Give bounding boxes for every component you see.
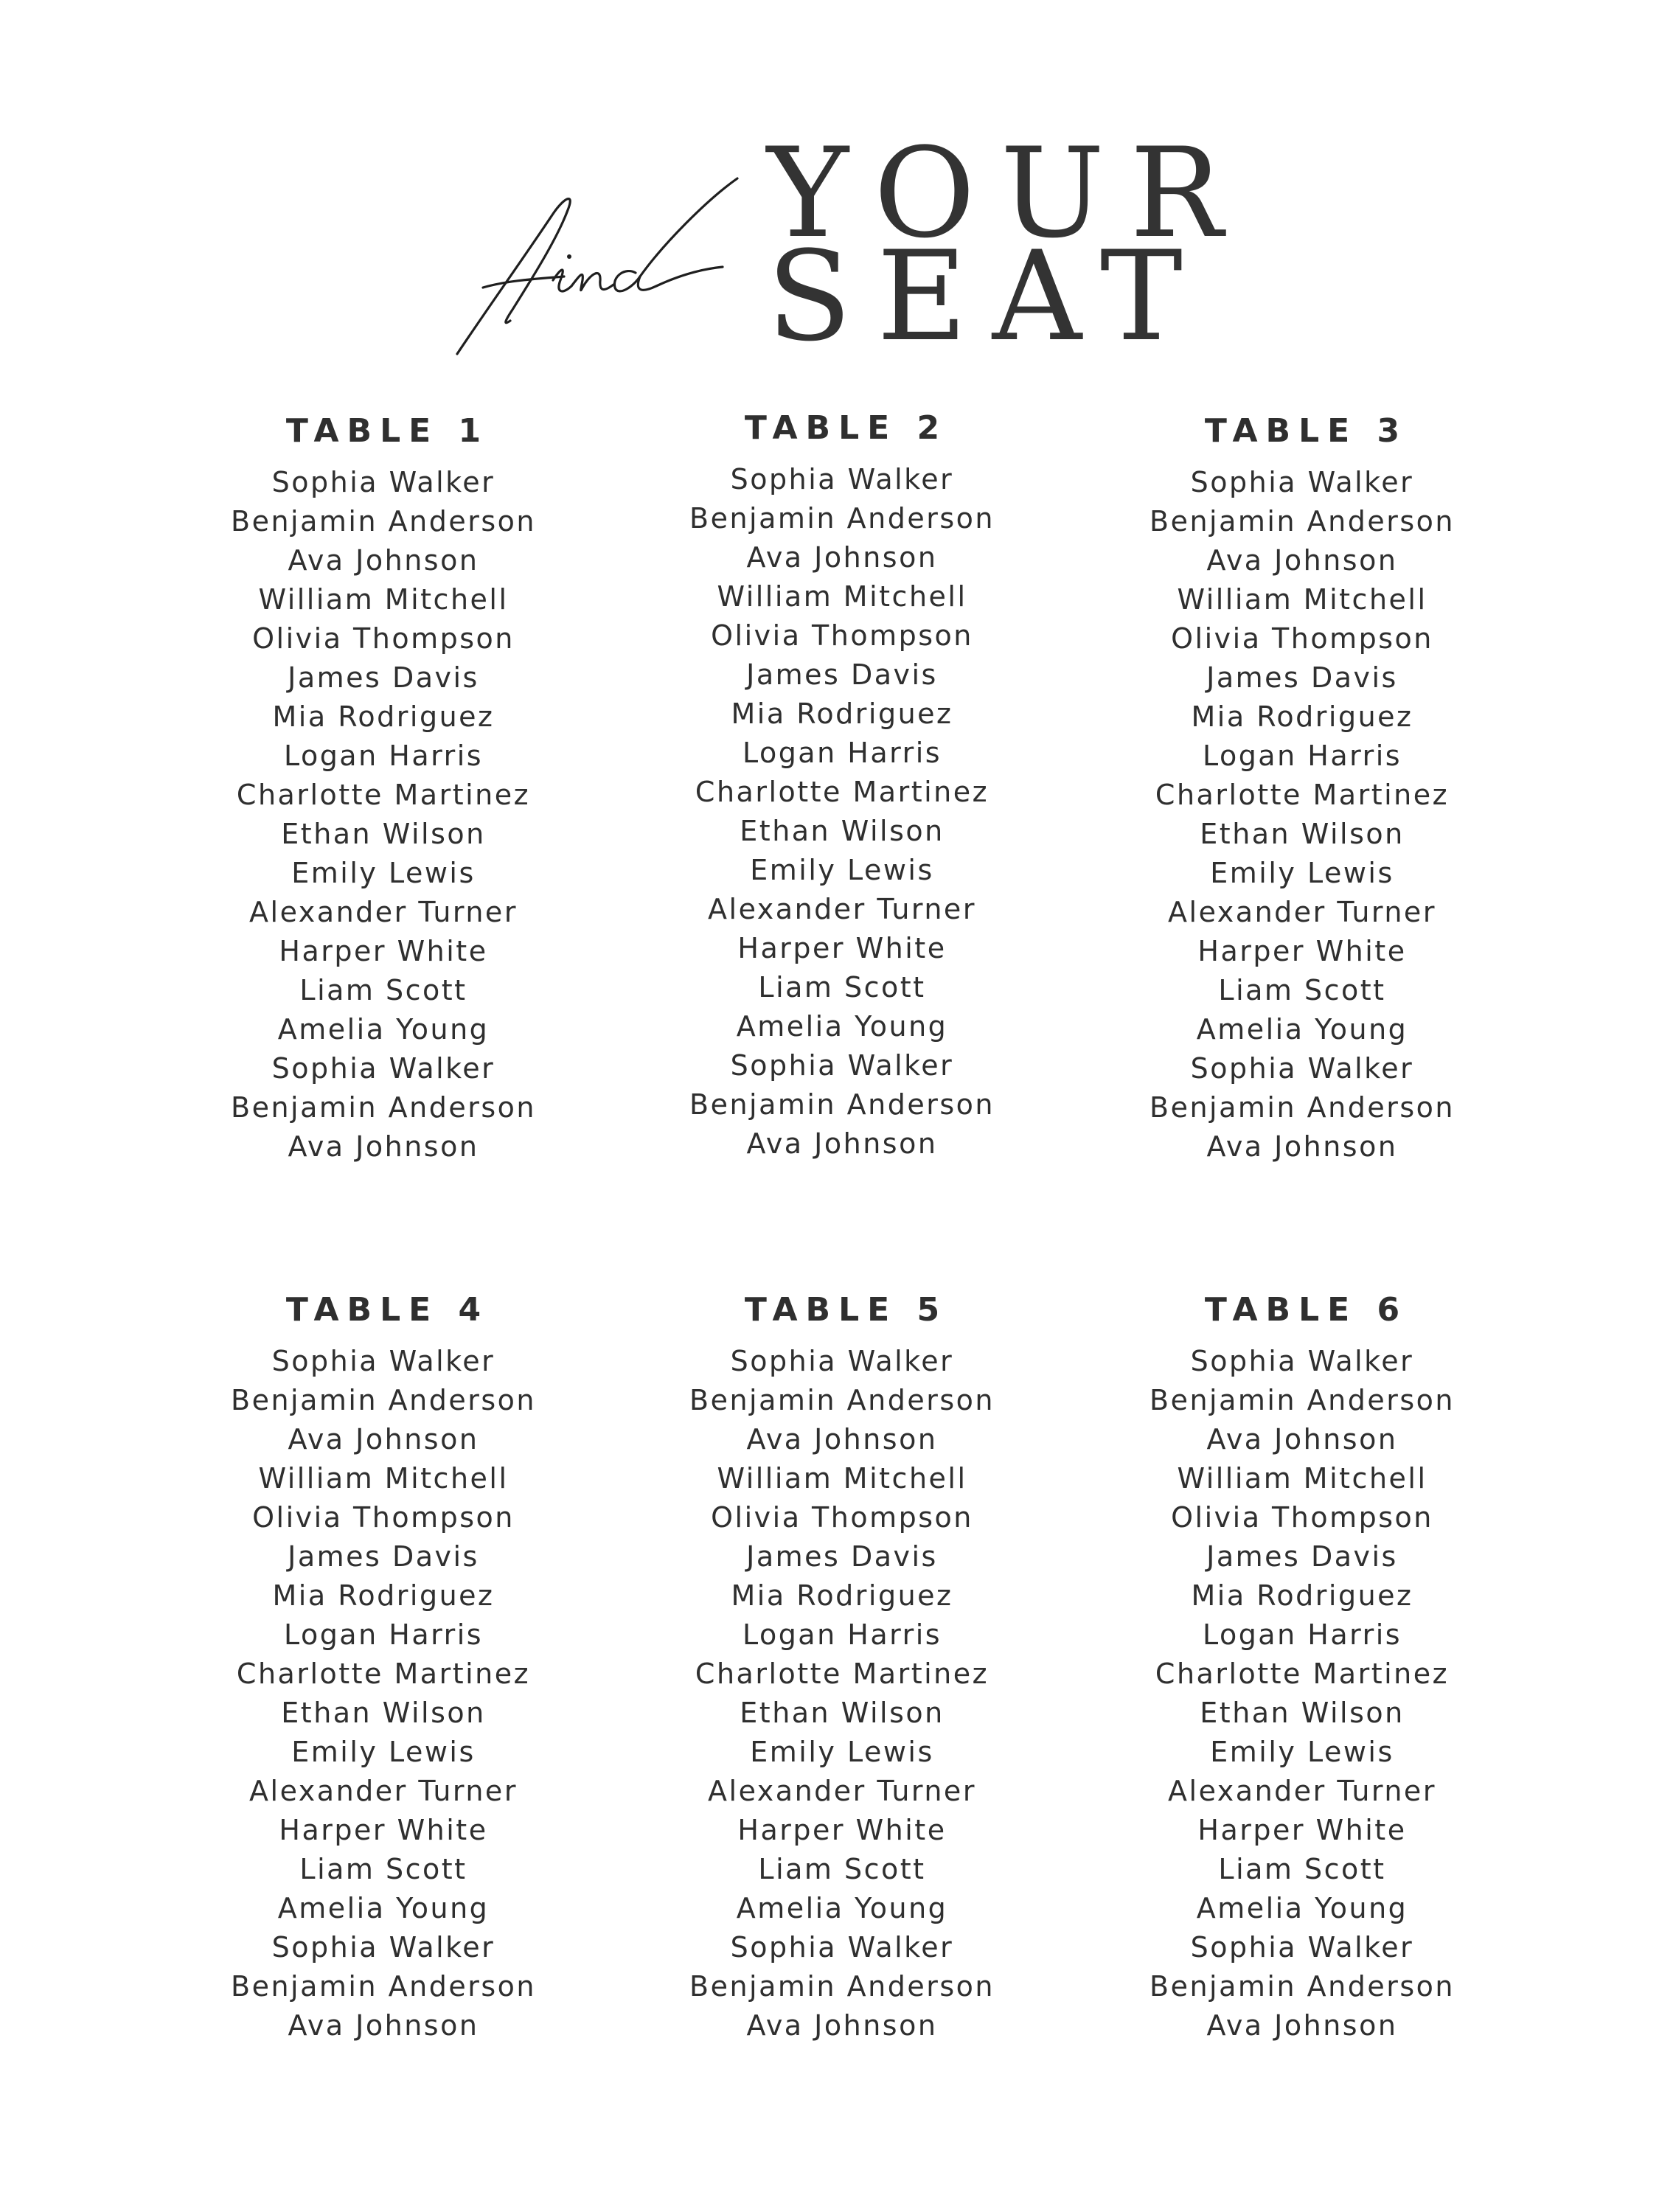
- guest-name: Ethan Wilson: [281, 1697, 486, 1729]
- guest-name: Ava Johnson: [746, 1127, 938, 1160]
- guest-name: Liam Scott: [1218, 1853, 1386, 1885]
- guest-name: Sophia Walker: [271, 1052, 495, 1085]
- guest-name: Olivia Thompson: [1171, 1501, 1433, 1534]
- guest-name: James Davis: [1206, 661, 1398, 694]
- guest-name: Olivia Thompson: [711, 1501, 973, 1534]
- guest-name: Benjamin Anderson: [231, 1970, 536, 2003]
- guest-name: Logan Harris: [742, 737, 942, 769]
- guest-name: Amelia Young: [1196, 1013, 1408, 1046]
- guest-name: Liam Scott: [299, 974, 467, 1006]
- guest-name: Ethan Wilson: [281, 818, 486, 850]
- guest-name: William Mitchell: [717, 1462, 967, 1495]
- guest-name: Olivia Thompson: [252, 1501, 515, 1534]
- guest-name: Amelia Young: [1196, 1892, 1408, 1924]
- guest-list: [621, 1342, 1063, 2045]
- guest-name: Mia Rodriguez: [272, 700, 495, 733]
- guest-list: [1081, 463, 1523, 1166]
- table-block-1: [162, 406, 605, 1166]
- guest-name: Alexander Turner: [708, 893, 976, 925]
- guest-name: Logan Harris: [283, 740, 484, 772]
- guest-name: Sophia Walker: [1190, 466, 1414, 498]
- guest-name: Olivia Thompson: [711, 619, 973, 652]
- guest-name: Sophia Walker: [1190, 1931, 1414, 1964]
- guest-name: Sophia Walker: [271, 1931, 495, 1964]
- guest-name: James Davis: [288, 1540, 479, 1573]
- guest-name: Alexander Turner: [249, 896, 518, 928]
- table-heading: TABLE 4: [285, 1291, 490, 1329]
- guest-name: Benjamin Anderson: [231, 1384, 536, 1416]
- guest-name: Benjamin Anderson: [689, 1088, 995, 1121]
- guest-name: Liam Scott: [758, 1853, 926, 1885]
- guest-name: Olivia Thompson: [252, 622, 515, 655]
- guest-name: Ethan Wilson: [740, 1697, 945, 1729]
- guest-name: Ava Johnson: [288, 1423, 479, 1455]
- guest-name: Mia Rodriguez: [1191, 700, 1413, 733]
- guest-name: Sophia Walker: [1190, 1052, 1414, 1085]
- guest-name: Sophia Walker: [730, 1345, 954, 1377]
- guest-name: Alexander Turner: [1168, 1775, 1436, 1807]
- guest-name: Emily Lewis: [291, 857, 476, 889]
- guest-name: Harper White: [279, 1814, 488, 1846]
- guest-name: Ava Johnson: [288, 544, 479, 577]
- guest-name: Ava Johnson: [746, 1423, 938, 1455]
- guest-name: Mia Rodriguez: [1191, 1579, 1413, 1612]
- table-block-6: [1081, 1284, 1523, 2045]
- guest-name: Benjamin Anderson: [1150, 505, 1455, 538]
- guest-name: Ava Johnson: [1206, 1130, 1398, 1163]
- guest-name: Ethan Wilson: [1200, 818, 1405, 850]
- guest-name: Olivia Thompson: [1171, 622, 1433, 655]
- guest-name: Logan Harris: [1202, 740, 1402, 772]
- guest-list: [621, 460, 1063, 1164]
- guest-name: Charlotte Martinez: [236, 779, 531, 811]
- guest-name: Ava Johnson: [1206, 544, 1398, 577]
- table-heading: TABLE 1: [285, 412, 490, 450]
- guest-name: Ava Johnson: [288, 1130, 479, 1163]
- guest-name: Amelia Young: [736, 1892, 948, 1924]
- guest-name: Liam Scott: [758, 971, 926, 1004]
- guest-name: Ava Johnson: [746, 541, 938, 574]
- guest-name: Mia Rodriguez: [731, 1579, 953, 1612]
- guest-name: Emily Lewis: [750, 1736, 934, 1768]
- guest-name: Sophia Walker: [271, 466, 495, 498]
- guest-name: William Mitchell: [258, 1462, 509, 1495]
- guest-name: Alexander Turner: [708, 1775, 976, 1807]
- guest-name: Harper White: [279, 935, 488, 967]
- guest-name: Emily Lewis: [1210, 1736, 1394, 1768]
- table-heading: TABLE 2: [744, 409, 948, 447]
- guest-name: Amelia Young: [277, 1013, 490, 1046]
- guest-name: Amelia Young: [277, 1892, 490, 1924]
- guest-name: Charlotte Martinez: [1155, 779, 1450, 811]
- guest-list: [1081, 1342, 1523, 2045]
- guest-name: Harper White: [1197, 1814, 1407, 1846]
- guest-name: Ava Johnson: [1206, 2009, 1398, 2042]
- guest-name: James Davis: [746, 1540, 938, 1573]
- guest-name: Benjamin Anderson: [1150, 1970, 1455, 2003]
- guest-name: James Davis: [288, 661, 479, 694]
- guest-name: Alexander Turner: [249, 1775, 518, 1807]
- guest-name: Emily Lewis: [291, 1736, 476, 1768]
- guest-name: Benjamin Anderson: [231, 505, 536, 538]
- guest-name: Benjamin Anderson: [689, 1384, 995, 1416]
- guest-name: Harper White: [1197, 935, 1407, 967]
- table-heading: TABLE 3: [1204, 412, 1408, 450]
- guest-list: [162, 463, 605, 1166]
- guest-name: Logan Harris: [1202, 1618, 1402, 1651]
- guest-name: Logan Harris: [742, 1618, 942, 1651]
- table-block-4: [162, 1284, 605, 2045]
- table-block-2: [621, 403, 1063, 1164]
- guest-name: William Mitchell: [717, 580, 967, 613]
- guest-name: Liam Scott: [1218, 974, 1386, 1006]
- guest-name: Ava Johnson: [746, 2009, 938, 2042]
- guest-name: Harper White: [737, 932, 947, 964]
- guest-name: Mia Rodriguez: [272, 1579, 495, 1612]
- guest-name: Sophia Walker: [730, 1049, 954, 1082]
- guest-name: Mia Rodriguez: [731, 698, 953, 730]
- title-seat: SEAT: [767, 224, 1208, 369]
- guest-name: Charlotte Martinez: [236, 1658, 531, 1690]
- guest-name: James Davis: [1206, 1540, 1398, 1573]
- guest-name: Benjamin Anderson: [1150, 1384, 1455, 1416]
- table-block-5: [621, 1284, 1063, 2045]
- table-block-3: [1081, 406, 1523, 1166]
- guest-name: Benjamin Anderson: [231, 1091, 536, 1124]
- guest-name: Liam Scott: [299, 1853, 467, 1885]
- guest-name: Alexander Turner: [1168, 896, 1436, 928]
- guest-name: Ethan Wilson: [1200, 1697, 1405, 1729]
- table-heading: TABLE 5: [744, 1291, 948, 1329]
- table-heading: TABLE 6: [1204, 1291, 1408, 1329]
- guest-name: Benjamin Anderson: [689, 1970, 995, 2003]
- guest-name: Charlotte Martinez: [695, 1658, 990, 1690]
- guest-name: Benjamin Anderson: [689, 502, 995, 535]
- guest-name: William Mitchell: [258, 583, 509, 616]
- guest-name: Sophia Walker: [730, 463, 954, 495]
- guest-name: Charlotte Martinez: [695, 776, 990, 808]
- guest-name: Ava Johnson: [288, 2009, 479, 2042]
- guest-name: Ava Johnson: [1206, 1423, 1398, 1455]
- guest-name: William Mitchell: [1177, 1462, 1427, 1495]
- guest-name: Emily Lewis: [1210, 857, 1394, 889]
- title-your: YOUR: [767, 121, 1248, 265]
- guest-name: Benjamin Anderson: [1150, 1091, 1455, 1124]
- guest-name: Sophia Walker: [730, 1931, 954, 1964]
- guest-name: Logan Harris: [283, 1618, 484, 1651]
- guest-name: Charlotte Martinez: [1155, 1658, 1450, 1690]
- guest-name: Harper White: [737, 1814, 947, 1846]
- guest-name: Emily Lewis: [750, 854, 934, 886]
- guest-name: Ethan Wilson: [740, 815, 945, 847]
- guest-list: [162, 1342, 605, 2045]
- guest-name: William Mitchell: [1177, 583, 1427, 616]
- guest-name: Amelia Young: [736, 1010, 948, 1043]
- guest-name: James Davis: [746, 658, 938, 691]
- guest-name: Sophia Walker: [271, 1345, 495, 1377]
- guest-name: Sophia Walker: [1190, 1345, 1414, 1377]
